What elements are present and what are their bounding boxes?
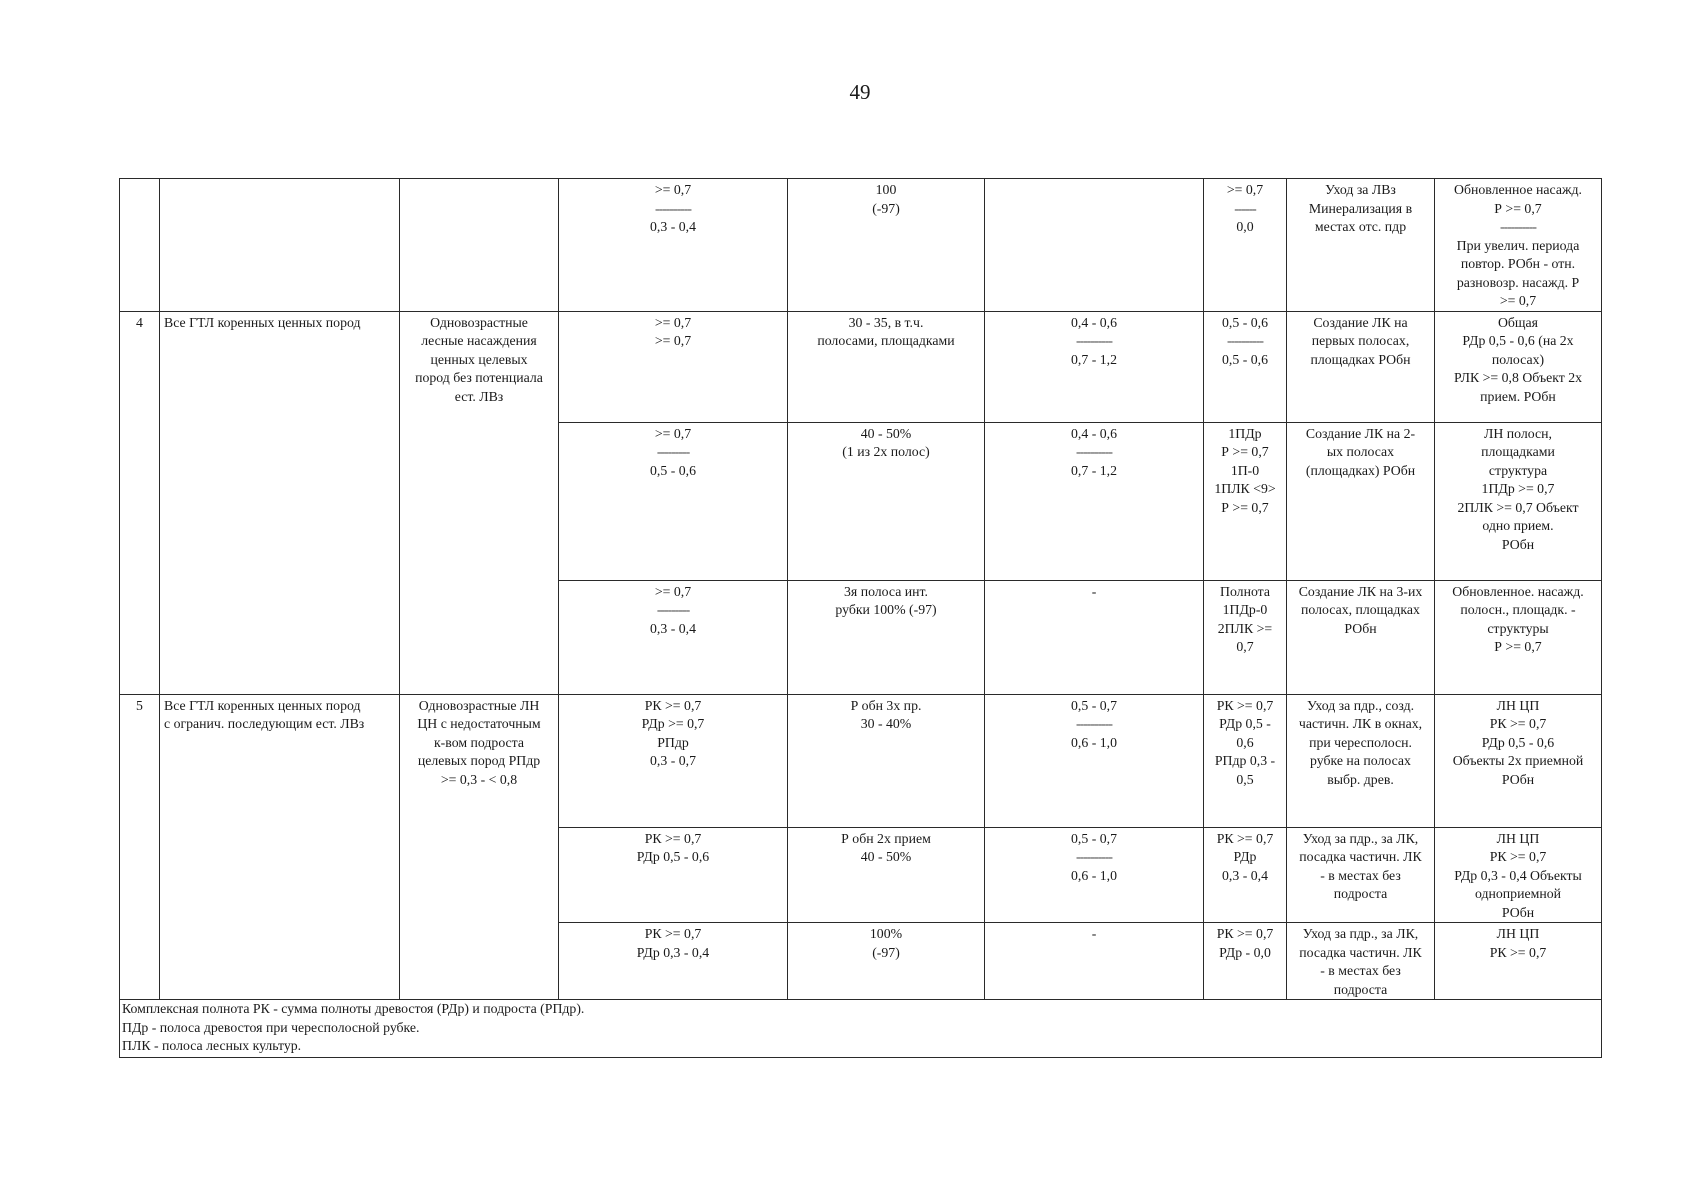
cell-line: 1ПЛК <9> xyxy=(1214,481,1276,496)
cell-line: >= 0,7 xyxy=(654,333,692,348)
density-cell xyxy=(559,580,788,694)
cell-line: 100 xyxy=(875,182,897,197)
cell-line: 0,4 - 0,6 xyxy=(1071,425,1117,441)
cell-line: (-97) xyxy=(872,944,900,960)
range-cell xyxy=(985,923,1204,1000)
row-number xyxy=(120,179,160,312)
cell-line: подроста xyxy=(1333,981,1388,997)
result-cell xyxy=(1435,580,1602,694)
cell-line: 40 - 50% xyxy=(860,425,912,441)
cell-line: Р обн 3х пр. xyxy=(850,697,922,713)
measures-cell xyxy=(1287,422,1435,580)
note-line: ПЛК - полоса лесных культур. xyxy=(122,1038,302,1053)
cell-line: РК >= 0,7 xyxy=(644,697,702,713)
cell-line: частичн. ЛК в окнах, xyxy=(1298,716,1423,731)
cell-line: Р >= 0,7 xyxy=(1221,499,1269,515)
cell-line: Общая xyxy=(1497,314,1539,330)
cell-line: 0,3 - 0,4 xyxy=(650,620,696,636)
result-cell xyxy=(1435,311,1602,422)
cell-line: >= 0,3 - < 0,8 xyxy=(440,771,518,787)
cell-line: - xyxy=(1091,926,1097,941)
cell-line: Уход за пдр., за ЛК, xyxy=(1302,926,1419,941)
cell-line: Создание ЛК на 3-их xyxy=(1298,583,1423,599)
fraction-separator: --------- xyxy=(656,444,690,459)
cell-line: структура xyxy=(1488,462,1548,478)
cell-line: разновозр. насажд. Р xyxy=(1456,274,1580,290)
table-row xyxy=(120,694,1602,827)
cell-line: площадками xyxy=(1481,444,1555,459)
silviculture-table xyxy=(119,178,1602,1058)
cell-line: рубке на полосах xyxy=(1310,753,1411,768)
cell-line: 2ПЛК >= xyxy=(1217,620,1273,636)
cell-line: (-97) xyxy=(872,200,900,216)
cell-line: ЦН с недостаточным xyxy=(417,716,541,731)
cell-line: Уход за ЛВз xyxy=(1325,182,1396,197)
range-cell xyxy=(985,422,1204,580)
cell-line: РК >= 0,7 xyxy=(1216,926,1274,941)
cell-line: РДр 0,5 - 0,6 (на 2х xyxy=(1462,333,1574,348)
cell-line: выбр. древ. xyxy=(1327,771,1394,787)
cell-line: РЛК >= 0,8 Объект 2х xyxy=(1453,370,1583,385)
cell-line: полосами, площадками xyxy=(817,333,955,348)
cell-line: 0,0 xyxy=(1236,219,1254,234)
cell-line: ых полосах xyxy=(1326,444,1395,459)
cell-line: >= 0,7 xyxy=(654,182,692,197)
cell-line: РДр 0,5 - 0,6 xyxy=(1481,734,1555,750)
cell-line: 0,5 - 0,6 xyxy=(650,462,696,478)
cell-line: РК >= 0,7 xyxy=(1489,944,1547,960)
cell-line: Одновозрастные xyxy=(430,314,528,330)
cell-line: 0,3 - 0,4 xyxy=(650,219,696,234)
cell-line: - xyxy=(1091,583,1097,599)
cell-line: Уход за пдр., за ЛК, xyxy=(1302,830,1419,846)
cell-line: подроста xyxy=(1333,886,1388,901)
cell-line: Все ГТЛ коренных ценных пород xyxy=(164,697,361,713)
post-density-cell xyxy=(1204,422,1287,580)
cell-line: РК >= 0,7 xyxy=(1489,716,1547,731)
cell-line: полосах, площадках xyxy=(1301,602,1420,617)
measures-cell xyxy=(1287,179,1435,312)
cell-line: РК >= 0,7 xyxy=(1216,830,1274,846)
cell-line: одноприемной xyxy=(1475,886,1561,901)
measures-cell xyxy=(1287,694,1435,827)
cell-line: 1ПДр-0 xyxy=(1222,602,1268,617)
density-cell xyxy=(559,311,788,422)
post-density-cell xyxy=(1204,179,1287,312)
note-line: Комплексная полнота РК - сумма полноты древостоя (РДр) и подроста (РПдр). xyxy=(122,1001,585,1016)
cell-line: ест. ЛВз xyxy=(454,388,504,404)
cell-line: Р >= 0,7 xyxy=(1221,444,1269,459)
density-cell xyxy=(559,827,788,923)
table-row xyxy=(120,311,1602,422)
post-density-cell xyxy=(1204,827,1287,923)
result-cell xyxy=(1435,422,1602,580)
cutting-intensity-cell xyxy=(788,422,985,580)
cell-line: Уход за пдр., созд. xyxy=(1306,697,1415,713)
cell-line: 0,5 - 0,6 xyxy=(1222,314,1268,330)
cell-line: при чересполосн. xyxy=(1309,734,1412,750)
cell-line: >= 0,7 xyxy=(654,314,692,330)
result-cell xyxy=(1435,694,1602,827)
cell-line: ЛН ЦП xyxy=(1496,926,1540,941)
cell-line: 0,5 - 0,6 xyxy=(1222,351,1268,367)
cutting-intensity-cell xyxy=(788,923,985,1000)
cutting-intensity-cell xyxy=(788,694,985,827)
cell-line: целевых пород РПдр xyxy=(417,753,541,768)
cell-line: 0,3 - 0,4 xyxy=(1222,867,1268,883)
cell-line: Обновленное насажд. xyxy=(1454,182,1582,197)
cell-line: 0,7 xyxy=(1236,639,1254,654)
measures-cell xyxy=(1287,827,1435,923)
cell-line: - в местах без xyxy=(1320,963,1401,978)
cell-line: рубки 100% (-97) xyxy=(835,602,937,617)
cell-line: 0,5 - 0,7 xyxy=(1071,697,1117,713)
cell-line: 1ПДр xyxy=(1228,425,1262,441)
cell-line: 0,4 - 0,6 xyxy=(1071,314,1117,330)
fraction-separator: ------ xyxy=(1234,200,1256,216)
cell-line: 0,7 - 1,2 xyxy=(1071,351,1117,367)
cell-line: 0,5 - 0,7 xyxy=(1071,830,1117,846)
cell-line: 0,6 - 1,0 xyxy=(1071,867,1117,883)
cell-line: пород без потенциала xyxy=(415,370,543,385)
cell-line: РК >= 0,7 xyxy=(644,830,702,846)
stand-description-cell xyxy=(400,694,559,1000)
cell-line: Минерализация в xyxy=(1308,200,1413,216)
stand-description-cell xyxy=(400,311,559,694)
fraction-separator: ---------- xyxy=(1076,716,1112,731)
cell-line: РДр >= 0,7 xyxy=(641,716,705,731)
cell-line: 100% xyxy=(869,926,903,941)
cell-line: повтор. РОбн - отн. xyxy=(1460,256,1576,271)
cell-line: одно прием. xyxy=(1482,518,1554,533)
cell-line: РПдр xyxy=(657,734,689,750)
cell-line: РК >= 0,7 xyxy=(644,926,702,941)
cell-line: посадка частичн. ЛК xyxy=(1299,849,1422,864)
cell-line: 30 - 35, в т.ч. xyxy=(848,314,924,330)
cell-line: Р >= 0,7 xyxy=(1494,200,1542,216)
cell-line: (площадках) РОбн xyxy=(1305,462,1416,478)
cell-line: Объекты 2х приемной xyxy=(1452,753,1584,768)
forest-type-cell xyxy=(160,179,400,312)
post-density-cell xyxy=(1204,923,1287,1000)
cell-line: площадках РОбн xyxy=(1310,351,1411,367)
cell-line: посадка частичн. ЛК xyxy=(1299,944,1422,960)
cutting-intensity-cell xyxy=(788,311,985,422)
fraction-separator: ---------- xyxy=(1227,333,1263,348)
cell-line: РПдр 0,3 - xyxy=(1214,753,1276,768)
stand-description-cell xyxy=(400,179,559,312)
forest-type-cell: Все ГТЛ коренных ценных пород xyxy=(160,311,400,694)
cell-line: Р обн 2х прием xyxy=(841,830,931,846)
fraction-separator: ---------- xyxy=(1076,849,1112,864)
density-cell xyxy=(559,923,788,1000)
row-number: 5 xyxy=(120,694,160,1000)
density-cell xyxy=(559,179,788,312)
cell-line: - в местах без xyxy=(1320,867,1401,883)
cell-line: >= 0,7 xyxy=(1499,293,1537,308)
cell-line: структуры xyxy=(1487,620,1549,636)
range-cell xyxy=(985,179,1204,312)
post-density-cell xyxy=(1204,694,1287,827)
cell-line: лесные насаждения xyxy=(421,333,537,348)
fraction-separator: ---------- xyxy=(1500,219,1536,234)
cell-line: РОбн xyxy=(1344,620,1377,636)
range-cell xyxy=(985,580,1204,694)
cell-line: РОбн xyxy=(1501,536,1535,552)
cell-line: Создание ЛК на 2- xyxy=(1305,425,1416,441)
range-cell xyxy=(985,311,1204,422)
table-row xyxy=(120,179,1602,312)
table-notes xyxy=(120,1000,1602,1058)
cell-line: 1П-0 xyxy=(1230,462,1260,478)
cell-line: 0,3 - 0,7 xyxy=(650,753,696,768)
cell-line: 0,6 xyxy=(1236,734,1254,750)
cell-line: к-вом подроста xyxy=(433,734,525,750)
cutting-intensity-cell xyxy=(788,179,985,312)
cutting-intensity-cell xyxy=(788,580,985,694)
cell-line: 1ПДр >= 0,7 xyxy=(1481,481,1555,496)
fraction-separator: ---------- xyxy=(1076,444,1112,459)
cell-line: 30 - 40% xyxy=(860,716,912,731)
cell-line: с огранич. последующим ест. ЛВз xyxy=(164,716,365,731)
cell-line: ЛН ЦП xyxy=(1496,697,1540,713)
result-cell xyxy=(1435,179,1602,312)
range-cell xyxy=(985,694,1204,827)
range-cell xyxy=(985,827,1204,923)
cutting-intensity-cell xyxy=(788,827,985,923)
cell-line: 3я полоса инт. xyxy=(844,583,928,599)
cell-line: ЛН ЦП xyxy=(1496,830,1540,846)
cell-line: РДр xyxy=(1233,849,1257,864)
cell-line: РК >= 0,7 xyxy=(1489,849,1547,864)
cell-line: 0,7 - 1,2 xyxy=(1071,462,1117,478)
cell-line: ЛН полосн, xyxy=(1484,425,1552,441)
cell-line: РДр 0,5 - xyxy=(1219,716,1271,731)
density-cell xyxy=(559,694,788,827)
cell-line: прием. РОбн xyxy=(1480,388,1556,404)
density-cell xyxy=(559,422,788,580)
page-number: 49 xyxy=(849,80,871,104)
measures-cell xyxy=(1287,311,1435,422)
forest-type-cell xyxy=(160,694,400,1000)
cell-line: Р >= 0,7 xyxy=(1494,639,1542,654)
cell-line: >= 0,7 xyxy=(654,425,692,441)
cell-line: При увелич. периода xyxy=(1456,237,1580,253)
row-number: 4 xyxy=(120,311,160,694)
fraction-separator: ---------- xyxy=(1076,333,1112,348)
cell-line: полосн., площадк. - xyxy=(1460,602,1576,617)
notes-row xyxy=(120,1000,1602,1058)
cell-line: ценных целевых xyxy=(430,351,528,367)
cell-line: местах отс. пдр xyxy=(1314,219,1407,234)
cell-line: Одновозрастные ЛН xyxy=(418,697,540,713)
measures-cell xyxy=(1287,580,1435,694)
cell-line: РОбн xyxy=(1501,771,1535,787)
cell-line: >= 0,7 xyxy=(654,583,692,599)
cell-line: РДр 0,5 - 0,6 xyxy=(636,849,710,864)
result-cell xyxy=(1435,827,1602,923)
cell-line: РДр 0,3 - 0,4 Объекты xyxy=(1454,867,1582,883)
cell-line: РОбн xyxy=(1501,904,1535,920)
cell-line: >= 0,7 xyxy=(1226,182,1264,197)
fraction-separator: --------- xyxy=(656,602,690,617)
cell-line: Обновленное. насажд. xyxy=(1452,583,1584,599)
post-density-cell xyxy=(1204,311,1287,422)
cell-line: Создание ЛК на xyxy=(1313,314,1408,330)
cell-line: 2ПЛК >= 0,7 Объект xyxy=(1457,499,1579,515)
cell-line: полосах) xyxy=(1491,351,1545,367)
cell-line: 40 - 50% xyxy=(860,849,912,864)
cell-line: Полнота xyxy=(1220,583,1270,599)
result-cell xyxy=(1435,923,1602,1000)
note-line: ПДр - полоса древостоя при чересполосной рубке. xyxy=(122,1019,420,1035)
cell-line: 0,6 - 1,0 xyxy=(1071,734,1117,750)
cell-line: РДр 0,3 - 0,4 xyxy=(636,944,710,960)
cell-line: (1 из 2х полос) xyxy=(842,444,930,459)
cell-line: первых полосах, xyxy=(1311,333,1410,348)
cell-line: РДр - 0,0 xyxy=(1219,944,1271,960)
cell-line: РК >= 0,7 xyxy=(1216,697,1274,713)
cell-line: 0,5 xyxy=(1236,771,1254,787)
post-density-cell xyxy=(1204,580,1287,694)
measures-cell xyxy=(1287,923,1435,1000)
fraction-separator: ---------- xyxy=(655,200,691,216)
